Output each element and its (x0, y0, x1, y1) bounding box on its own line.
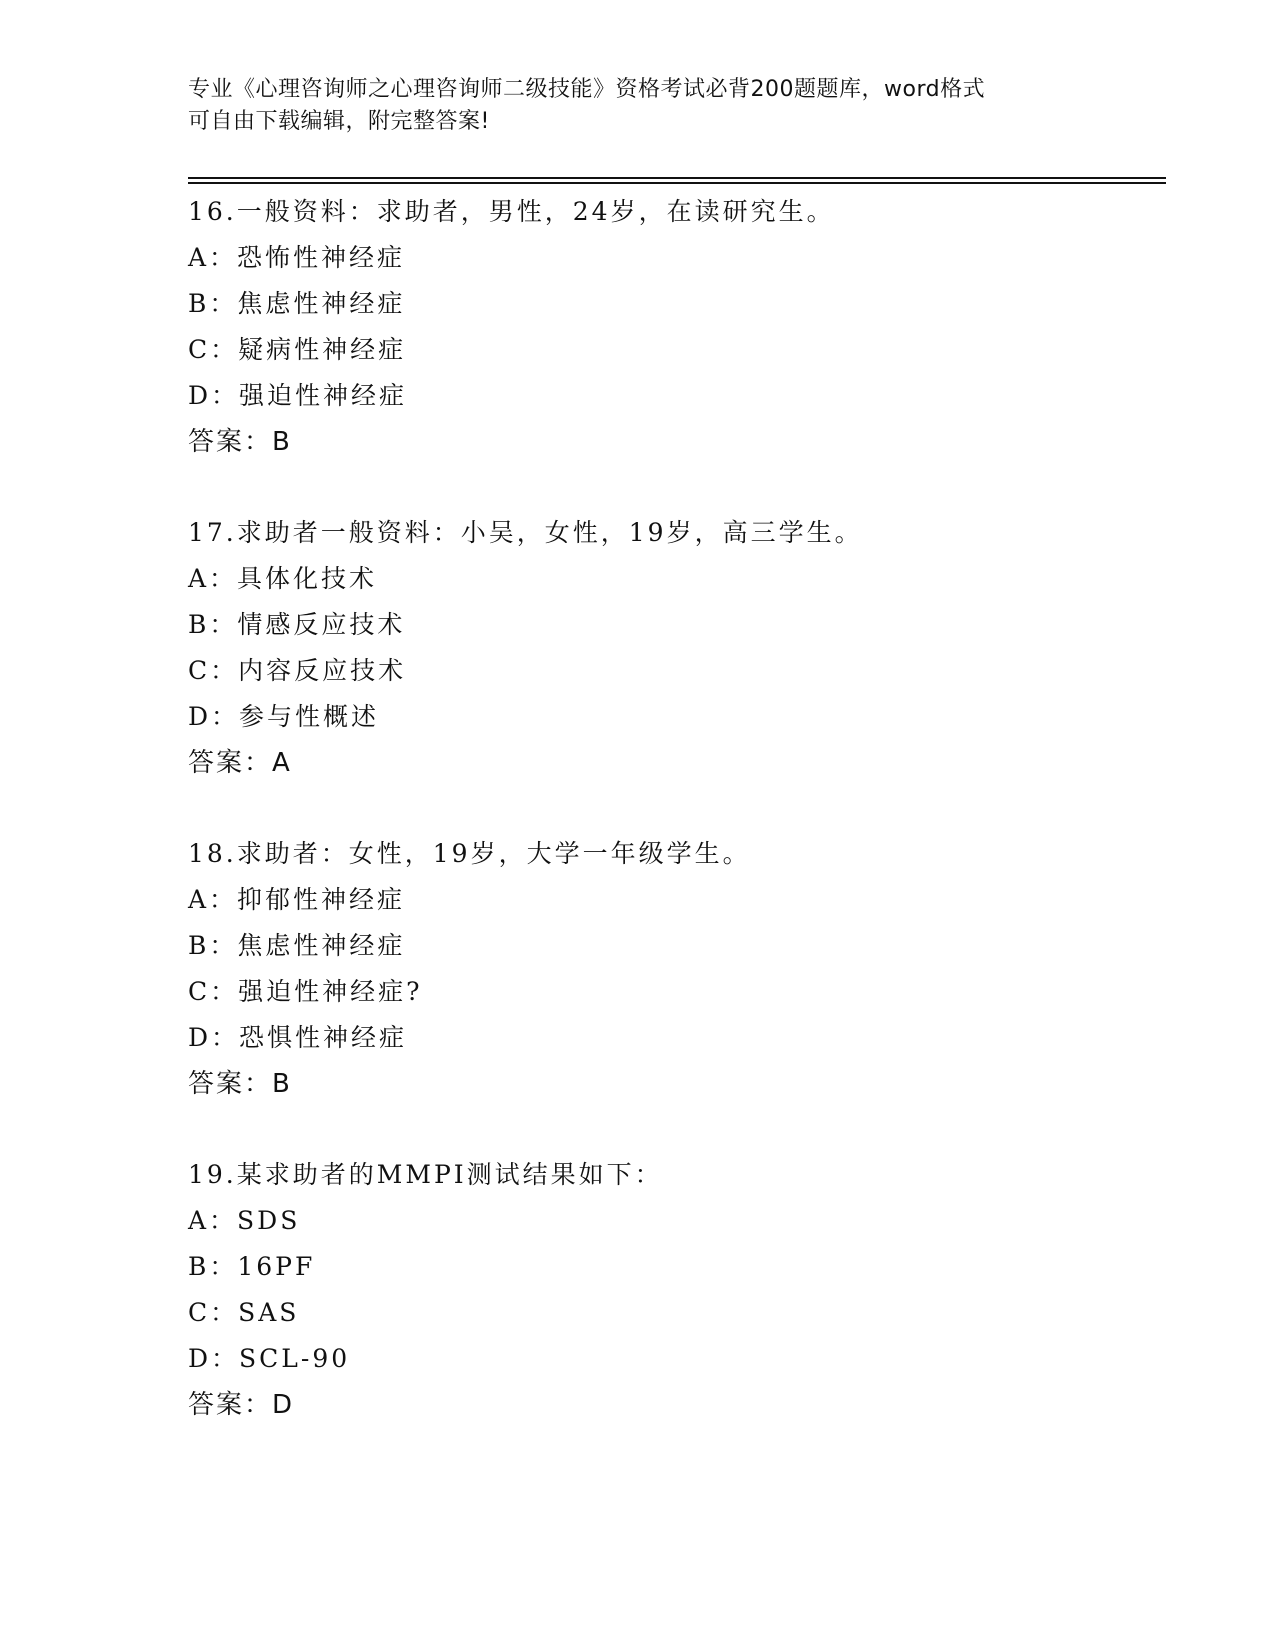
option-a: A：具体化技术 (188, 564, 378, 593)
question-stem: 16.一般资料：求助者，男性，24岁，在读研究生。 (188, 197, 835, 226)
question-18 (188, 831, 1148, 1107)
question-stem: 19.某求助者的MMPI测试结果如下： (188, 1160, 663, 1189)
option-a: A：抑郁性神经症 (188, 885, 406, 914)
answer-line: 答案：D (188, 1390, 295, 1420)
answer-line: 答案：B (188, 427, 292, 457)
question-17 (188, 510, 1148, 786)
document-header (188, 74, 1068, 138)
option-a: A：恐怖性神经症 (188, 243, 406, 272)
question-stem: 17.求助者一般资料：小吴，女性，19岁，高三学生。 (188, 518, 863, 547)
question-stem: 18.求助者：女性，19岁，大学一年级学生。 (188, 839, 751, 868)
question-16 (188, 189, 1148, 465)
header-divider-bottom (188, 182, 1166, 184)
option-b: B：焦虑性神经症 (188, 931, 406, 960)
option-b: B：焦虑性神经症 (188, 289, 406, 318)
option-c: C：强迫性神经症? (188, 977, 423, 1006)
question-19 (188, 1152, 1148, 1428)
option-d: D：恐惧性神经症 (188, 1023, 408, 1052)
option-b: B：情感反应技术 (188, 610, 406, 639)
option-b: B：16PF (188, 1252, 316, 1281)
option-c: C：疑病性神经症 (188, 335, 407, 364)
header-divider-top (188, 177, 1166, 179)
option-a: A：SDS (188, 1206, 301, 1235)
option-d: D：SCL-90 (188, 1344, 351, 1373)
option-d: D：强迫性神经症 (188, 381, 408, 410)
option-d: D：参与性概述 (188, 702, 380, 731)
option-c: C：内容反应技术 (188, 656, 407, 685)
option-c: C：SAS (188, 1298, 300, 1327)
answer-line: 答案：A (188, 748, 292, 778)
header-line-1: 专业《心理咨询师之心理咨询师二级技能》资格考试必背200题题库，word格式 (188, 77, 986, 102)
answer-line: 答案：B (188, 1069, 292, 1099)
header-line-2: 可自由下载编辑，附完整答案! (188, 109, 490, 134)
